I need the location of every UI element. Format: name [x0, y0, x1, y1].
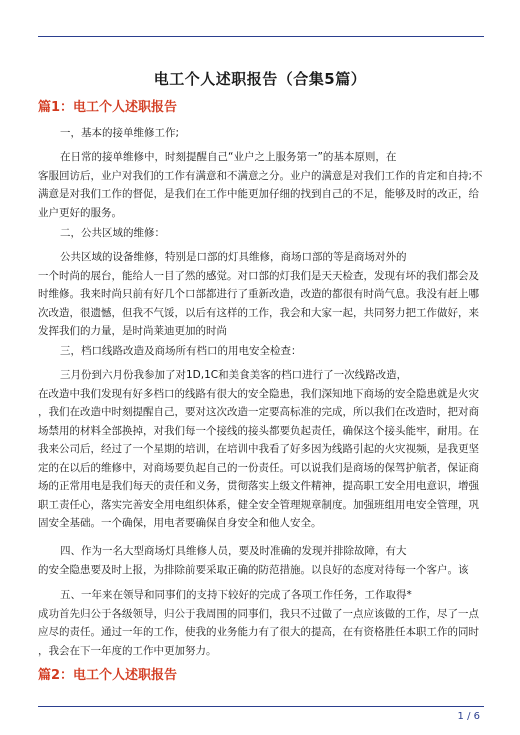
text-line: 四、作为一名大型商场灯具维修人员，要及时准确的发现并排除故障，有大 — [60, 545, 407, 557]
subheading-3: 三，档口线路改造及商场所有档口的用电安全检查： — [60, 345, 302, 357]
text-line: 定的在以后的维修中，对商场要负起自己的一份责任。可以说我们是商场的保驾护航者，保证商 — [38, 461, 479, 474]
text-line: 业户更好的服务。 — [38, 206, 122, 219]
top-rule — [38, 36, 484, 37]
text-line: 公共区域的设备维修，特别是口部的灯具维修，商场口部的等是商场对外的 — [60, 251, 407, 263]
text-line: 的安全隐患要及时上报，为排除前要采取正确的防范措施。以良好的态度对待每一个客户。该 — [38, 563, 469, 576]
text-line: 固安全基础。一个确保，用电者要确保自身安全和他人安全。 — [38, 517, 322, 529]
text-line: ，我会在下一年度的工作中更加努力。 — [38, 644, 217, 657]
text-line: 场的正常用电是我们每天的责任和义务，贯彻落实上级文件精神，提高职工安全用电意识，增强 — [38, 480, 479, 492]
paragraph-3 — [38, 366, 484, 533]
subheading-2: 二，公共区域的维修： — [60, 227, 165, 239]
text-line: 客服回访后，业户对我们的工作有满意和不满意之分。业户的满意是对我们工作的肯定和自持;不 — [38, 169, 483, 182]
paragraph-2 — [38, 248, 484, 341]
text-line: 发挥我们的力量，是时尚莱迪更加的时尚 — [38, 325, 227, 337]
section-heading-2: 篇2：电工个人述职报告 — [38, 668, 178, 683]
text-line: 次改造，很遗憾，但我不气馁，以后有这样的工作，我会和大家一起，共同努力把工作做好，来 — [38, 306, 479, 319]
subheading-1: 一，基本的接单维修工作; — [60, 127, 180, 139]
document-title: 电工个人述职报告（合集5篇） — [153, 70, 367, 88]
text-line: 应尽的责任。通过一年的工作，使我的业务能力有了很大的提高，在有资格胜任本职工作的同时 — [38, 626, 479, 638]
text-line: 我来公司后，经过了一个星期的培训，在培训中我看了好多因为线路引起的火灾视频，是我更坚 — [38, 443, 479, 455]
text-line: 三月份到六月份我参加了对1D,1C和美食美客的档口进行了一次线路改造， — [60, 369, 408, 381]
text-line: 满意是对我们工作的督促，是我们在工作中能更加仔细的找到自己的不足，能够及时的改正，给 — [38, 188, 479, 200]
text-line: 五、一年来在领导和同事们的支持下较好的完成了各项工作任务，工作取得* — [60, 589, 412, 601]
text-line: 职工责任心，落实完善安全用电组织体系，健全安全管理规章制度。加强班组用电安全管理，巩 — [38, 498, 479, 511]
paragraph-4 — [38, 542, 484, 579]
bottom-rule — [38, 706, 484, 707]
section-heading-1: 篇1：电工个人述职报告 — [38, 100, 178, 115]
text-line: 场禁用的材料全部换掉，对我们每一个接线的接头都要负起责任，确保这个接头能牢，耐用。在 — [38, 424, 479, 437]
text-line: 一个时尚的展台，能给人一目了然的感觉。对口部的灯我们是天天检查，发现有坏的我们都会及 — [38, 269, 479, 282]
paragraph-1 — [38, 148, 484, 222]
text-line: ，我们在改造中时刻提醒自己，要对这次改造一定要高标准的完成，所以我们在改造时，把对商 — [38, 406, 479, 418]
text-line: 成功首先归公于各级领导，归公于我周围的同事们，我只不过做了一点应该做的工作，尽了一点 — [38, 607, 479, 620]
text-line: 在改造中我们发现有好多档口的线路有很大的安全隐患，我们深知地下商场的安全隐患就是火灾 — [38, 387, 479, 400]
text-line: 在日常的接单维修中，时刻提醒自己“业户之上服务第一”的基本原则，在 — [60, 151, 397, 163]
page-indicator: 1 / 6 — [457, 711, 480, 722]
text-line: 时维修。我来时尚只前有好几个口部都进行了重新改造，改造的都很有时尚气息。我没有赶上哪 — [38, 288, 479, 300]
paragraph-5 — [38, 586, 484, 660]
